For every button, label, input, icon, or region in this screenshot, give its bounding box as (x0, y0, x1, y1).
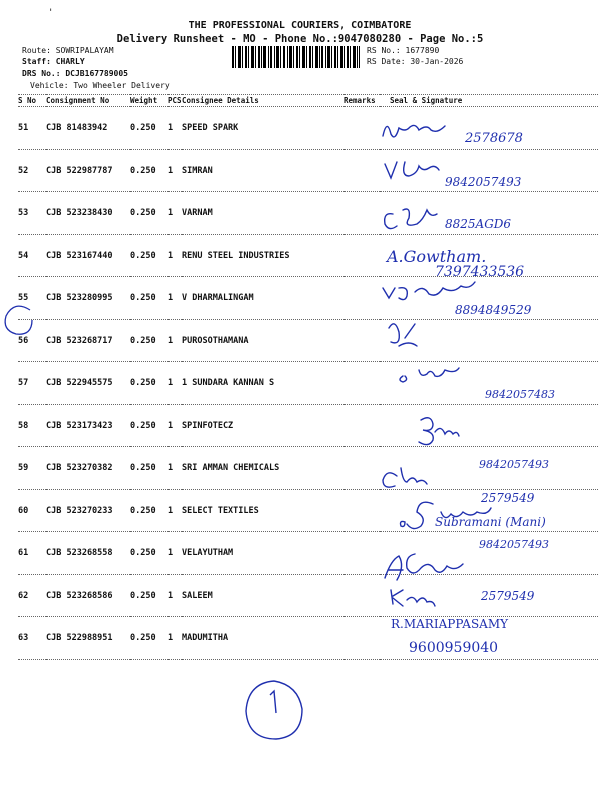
signature-58 (419, 418, 459, 445)
col-pcs: PCS (168, 96, 182, 105)
vehicle-line: Vehicle: Two Wheeler Delivery (30, 81, 170, 90)
barcode (232, 46, 360, 68)
sig-60-phone: 2579549 (481, 491, 535, 505)
signature-area (375, 102, 600, 662)
table-row: 53 CJB 523238430 0.250 1 VARNAM (18, 192, 598, 235)
table-row: 51 CJB 81483942 0.250 1 SPEED SPARK (18, 107, 598, 150)
sig-63-name: R.MARIAPPASAMY (391, 617, 509, 631)
table-row: 52 CJB 522987787 0.250 1 SIMRAN (18, 149, 598, 192)
sig-57-phone: 9842057483 (485, 388, 555, 401)
company-name: THE PROFESSIONAL COURIERS, COIMBATORE (188, 20, 412, 31)
sig-53-phone: 8825AGD6 (445, 217, 512, 231)
table-row: 55 CJB 523280995 0.250 1 V DHARMALINGAM (18, 277, 598, 320)
sig-59-phone: 9842057493 (479, 458, 549, 471)
table-row: 60 CJB 523270233 0.250 1 SELECT TEXTILES (18, 489, 598, 532)
col-sno: S No (18, 96, 37, 105)
sig-55-phone: 8894849529 (455, 303, 532, 317)
signature-55 (383, 282, 475, 300)
signature-57 (400, 368, 459, 382)
sig-52-phone: 9842057493 (445, 175, 522, 189)
sig-62-phone: 2579549 (481, 589, 535, 603)
table-row: 54 CJB 523167440 0.250 1 RENU STEEL INDUSTRIES (18, 234, 598, 277)
signature-59 (383, 468, 427, 487)
circle-mark-56 (0, 300, 40, 340)
table-row: 59 CJB 523270382 0.250 1 SRI AMMAN CHEMICALS (18, 447, 598, 490)
sig-61-phone: 9842057493 (479, 538, 549, 551)
rs-date-line: RS Date: 30-Jan-2026 (367, 57, 464, 66)
staff-line: Staff: CHARLY (22, 57, 85, 66)
sig-54-name: A.Gowtham. (387, 247, 487, 266)
drs-line: DRS No.: DCJB167789005 (22, 69, 128, 78)
signature-51 (383, 125, 445, 136)
rs-no-line: RS No.: 1677890 (367, 46, 440, 55)
runsheet-title: Delivery Runsheet - MO - Phone No.:9047080280 - Page No.:5 (116, 33, 484, 45)
table-row: 61 CJB 523268558 0.250 1 VELAYUTHAM (18, 532, 598, 575)
route-line: Route: SOWRIPALAYAM (22, 46, 114, 55)
signature-62 (391, 590, 435, 606)
sig-54-phone: 7397433536 (435, 264, 525, 280)
circle-mark-bottom (240, 675, 310, 745)
col-consignee: Consignee Details (182, 96, 259, 105)
signature-53 (385, 209, 437, 229)
table-row: 57 CJB 522945575 0.250 1 1 SUNDARA KANNAN S (18, 362, 598, 405)
table-row: 63 CJB 522988951 0.250 1 MADUMITHA (18, 617, 598, 660)
signature-61 (385, 554, 463, 580)
col-consignment: Consignment No (46, 96, 110, 105)
col-remarks: Remarks (344, 96, 376, 105)
table-row: 62 CJB 523268586 0.250 1 SALEEM (18, 574, 598, 617)
signature-52 (385, 162, 439, 178)
col-weight: Weight (130, 96, 158, 105)
sig-63-phone: 9600959040 (409, 640, 499, 656)
table-row: 56 CJB 523268717 0.250 1 PUROSOTHAMANA (18, 319, 598, 362)
sig-51-phone: 2578678 (465, 131, 523, 146)
signature-56 (389, 324, 417, 346)
col-signature: Seal & Signature (390, 96, 463, 105)
table-row: 58 CJB 523173423 0.250 1 SPINFOTECZ (18, 404, 598, 447)
tick-mark: ' (48, 8, 54, 18)
sig-60-name: Subramani (Mani) (435, 515, 546, 529)
